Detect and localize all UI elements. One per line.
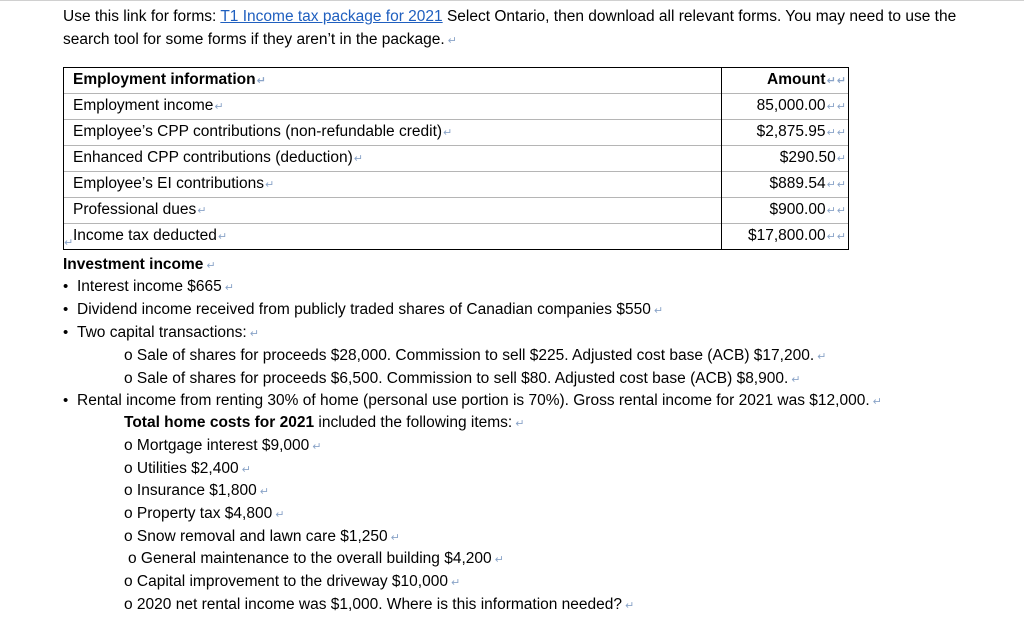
intro-paragraph [63,6,963,52]
table-row [64,224,849,250]
row-amount: $2,875.95↵↵ [722,120,849,146]
table-row [64,120,849,146]
list-item: o General maintenance to the overall building $4,200 ↵ [128,550,504,567]
table-header-row [64,68,849,94]
list-item: o Utilities $2,400 ↵ [124,460,251,477]
forms-link[interactable]: T1 Income tax package for 2021 [220,8,443,25]
row-label: Employment income↵ [64,94,722,120]
list-item: o Sale of shares for proceeds $28,000. Commission to sell $225. Adjusted cost base (ACB) $17,200. ↵ [124,347,827,364]
paragraph-mark-icon: ↵ [64,237,74,249]
list-item: o Snow removal and lawn care $1,250 ↵ [124,528,400,545]
table-row [64,146,849,172]
list-item: o Property tax $4,800 ↵ [124,505,285,522]
list-item: • Rental income from renting 30% of home (personal use portion is 70%). Gross rental income for 2021 was $12,000. ↵ [63,392,882,409]
list-item: o Insurance $1,800 ↵ [124,482,269,499]
row-amount: $900.00↵↵ [722,198,849,224]
table-header-amount: Amount↵↵ [722,68,849,94]
row-label: Enhanced CPP contributions (deduction)↵ [64,146,722,172]
table-header-label: Employment information↵ [64,68,722,94]
list-item: o Mortgage interest $9,000 ↵ [124,437,322,454]
row-amount: 85,000.00↵↵ [722,94,849,120]
row-label: Income tax deducted↵ [64,224,722,250]
row-label: Professional dues↵ [64,198,722,224]
row-amount: $290.50↵ [722,146,849,172]
row-label: Employee’s CPP contributions (non-refundable credit)↵ [64,120,722,146]
row-amount: $17,800.00↵↵ [722,224,849,250]
list-item: • Interest income $665 ↵ [63,278,234,295]
investment-heading: Investment income ↵ [63,256,216,273]
intro-prefix: Use this link for forms: [63,8,221,25]
list-item: o Sale of shares for proceeds $6,500. Commission to sell $80. Adjusted cost base (ACB) $8,900. ↵ [124,370,801,387]
row-label: Employee’s EI contributions↵ [64,172,722,198]
employment-table [63,67,849,250]
list-item: o Capital improvement to the driveway $10,000 ↵ [124,573,461,590]
empty-paragraph [63,232,73,253]
row-amount: $889.54↵↵ [722,172,849,198]
table-row [64,198,849,224]
list-item: • Dividend income received from publicly traded shares of Canadian companies $550 ↵ [63,301,664,318]
intro-suffix: Select Ontario, then download all relevant forms. You may need to use the search tool for some forms if they aren’t in the package. [63,8,957,48]
paragraph-mark-icon: ↵ [447,34,457,47]
list-item: • Two capital transactions: ↵ [63,324,259,341]
top-divider [0,0,1024,1]
table-row [64,172,849,198]
home-costs-intro: Total home costs for 2021 included the following items: ↵ [124,414,525,431]
table-row [64,94,849,120]
list-item: o 2020 net rental income was $1,000. Where is this information needed? ↵ [124,596,635,613]
